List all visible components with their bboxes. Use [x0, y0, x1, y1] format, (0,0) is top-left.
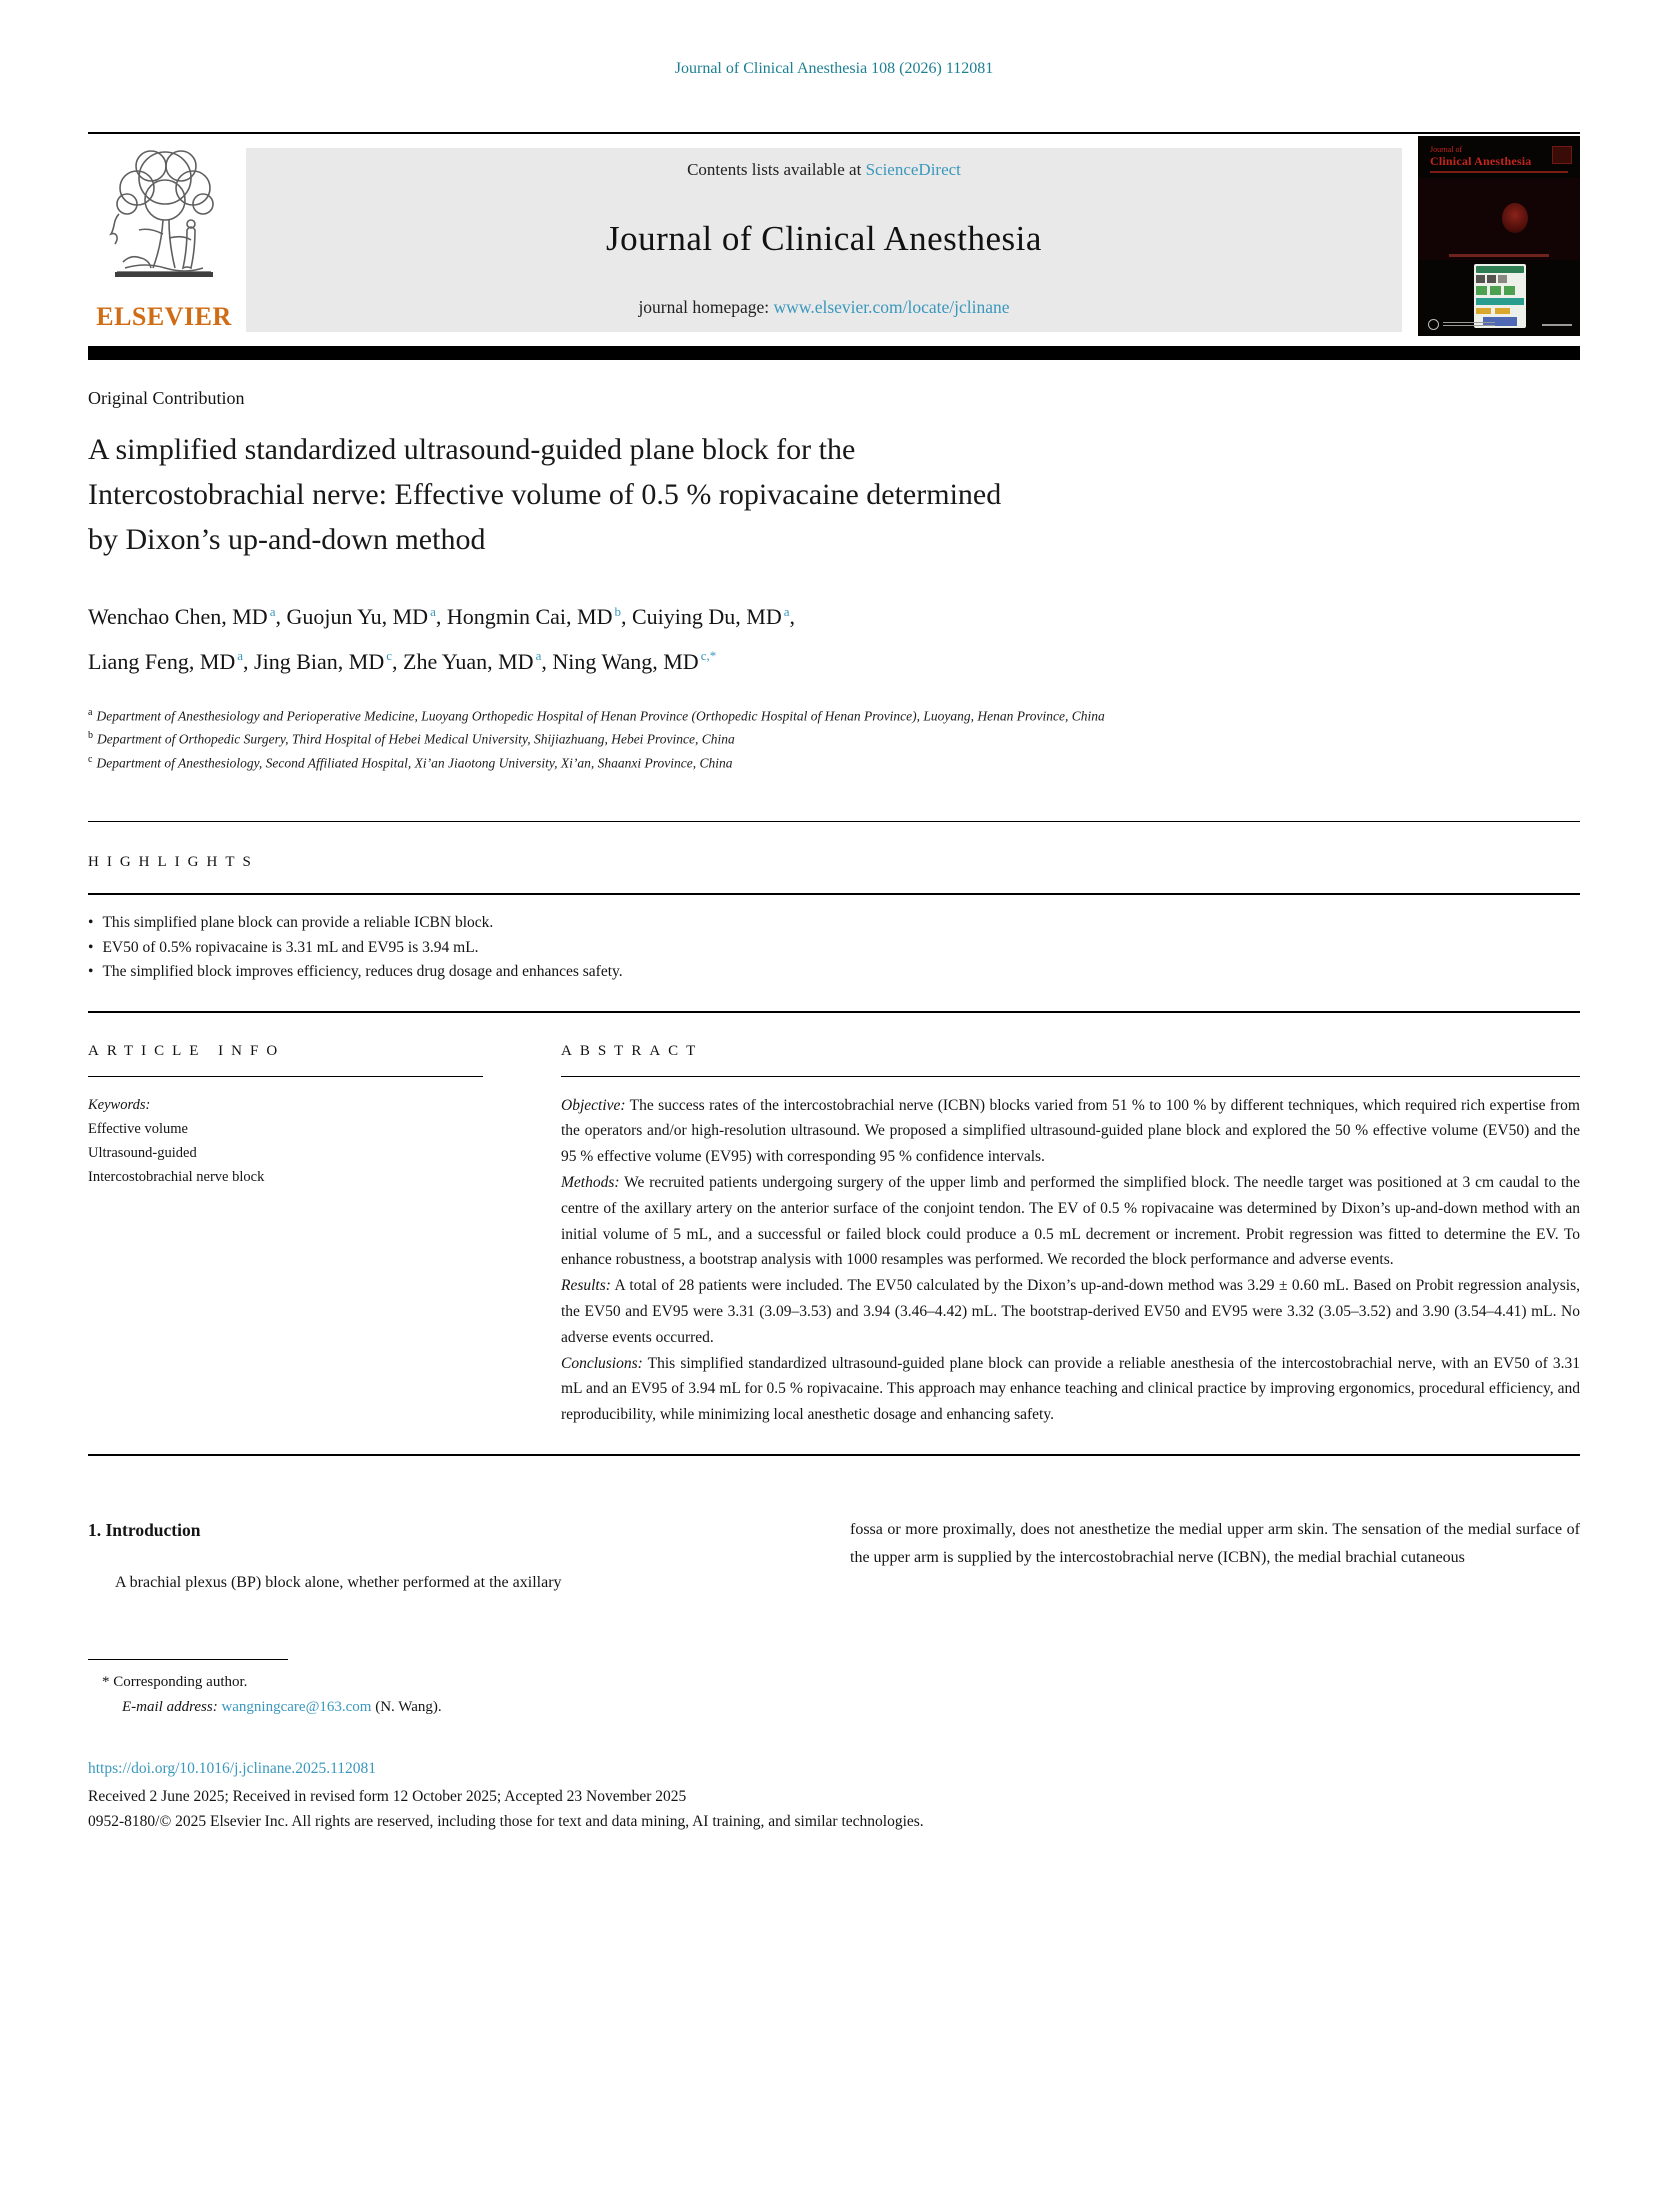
article-title-line2: Intercostobrachial nerve: Effective volume of 0.5 % ropivacaine determined — [88, 478, 1002, 511]
cover-infographic-header — [1476, 266, 1524, 273]
introduction-paragraph-right: fossa or more proximally, does not anesthetize the medial upper arm skin. The sensation of the medial surface of the upper arm is supplied by the intercostobrachial nerve (ICBN), the medial brachial cutaneous — [850, 1521, 1580, 1567]
author: Zhe Yuan, MD $^a$, — [403, 648, 553, 674]
author-list — [88, 592, 1580, 681]
author: Liang Feng, MD $^a$, — [88, 648, 255, 674]
homepage-link[interactable]: www.elsevier.com/locate/jclinane — [773, 297, 1010, 317]
article-info-column — [88, 1043, 483, 1428]
abstract-rule — [561, 1076, 1580, 1077]
masthead — [88, 134, 1580, 346]
highlight-item: • This simplified plane block can provide a reliable ICBN block. — [88, 911, 1580, 936]
highlight-item: • The simplified block improves efficiency, reduces drug dosage and enhances safety. — [88, 960, 1580, 985]
cover-caption-bar — [1449, 254, 1549, 257]
body-columns — [88, 1518, 1580, 1597]
doi-link[interactable]: https://doi.org/10.1016/j.jclinane.2025.112081 — [88, 1760, 377, 1778]
author: Jing Bian, MD $^c$, — [254, 648, 404, 674]
abstract-bottom-rule — [88, 1454, 1580, 1456]
email-link[interactable]: wangningcare@163.com — [221, 1699, 372, 1716]
elsevier-wordmark: ELSEVIER — [96, 302, 232, 331]
affiliations — [88, 703, 1580, 774]
cover-footer — [1428, 319, 1572, 330]
author-affiliation-sup: a — [237, 648, 244, 664]
article-title-line3: by Dixon’s up-and-down method — [88, 523, 486, 556]
elsevier-logo — [88, 134, 240, 346]
info-abstract-section — [88, 1043, 1580, 1428]
author: Ning Wang, MD $^{c,*}$ — [552, 648, 717, 674]
keyword: Ultrasound-guided — [88, 1144, 197, 1161]
page-citation: Journal of Clinical Anesthesia 108 (2026) 112081 — [674, 60, 994, 77]
affiliation: $^b$ Department of Orthopedic Surgery, Third Hospital of Hebei Medical University, Shijiazhuang, Hebei Province, China — [88, 730, 735, 747]
homepage-prefix: journal homepage: — [638, 297, 774, 317]
journal-cover-thumbnail — [1418, 136, 1580, 336]
author-affiliation-sup: b — [614, 604, 621, 619]
author: Hongmin Cai, MD $^b$, — [446, 604, 632, 630]
cover-photo — [1418, 178, 1580, 260]
cover-footer-text-lines — [1443, 322, 1495, 327]
keyword: Effective volume — [88, 1120, 188, 1137]
contents-line — [256, 160, 1392, 180]
email-line — [88, 1695, 1580, 1720]
highlight-item: • EV50 of 0.5% ropivacaine is 3.31 mL and EV95 is 3.94 mL. — [88, 936, 1580, 961]
cover-title-line2: Clinical Anesthesia — [1430, 154, 1532, 168]
author-affiliation-sup: c,* — [700, 648, 717, 664]
journal-banner — [246, 148, 1402, 332]
copyright-line: 0952-8180/© 2025 Elsevier Inc. All rights are reserved, including those for text and data mining, AI training, and similar technologies. — [88, 1813, 924, 1831]
keyword: Intercostobrachial nerve block — [88, 1168, 265, 1185]
sciencedirect-link[interactable]: ScienceDirect — [865, 160, 961, 179]
contents-prefix: Contents lists available at — [687, 160, 866, 179]
keywords-block — [88, 1093, 483, 1189]
author-affiliation-sup: a — [430, 604, 436, 619]
abstract-objective: Objective: The success rates of the intercostobrachial nerve (ICBN) blocks varied from 51 % to 100 % by different techniques, which required rich expertise from the operators and/or high-resolution ultrasound. We proposed a simplified ultrasound-guided plane block and explored the 50 % effective volume (EV50) and the 95 % effective volume (EV95) with corresponding 95 % confidence intervals. — [561, 1096, 1580, 1166]
cover-title-line1: Journal of — [1430, 145, 1463, 154]
introduction-heading: 1. Introduction — [88, 1520, 201, 1541]
author-affiliation-sup: a — [535, 648, 542, 664]
body-left-column — [88, 1518, 818, 1597]
abstract-column — [561, 1043, 1580, 1428]
affiliation: $^a$ Department of Anesthesiology and Perioperative Medicine, Luoyang Orthopedic Hospital of Henan Province (Orthopedic Hospital of Henan Province), Luoyang, Henan Province, China — [88, 706, 1105, 724]
abstract-methods: Methods: We recruited patients undergoing surgery of the upper limb and performed the simplified block. The needle target was positioned at 3 cm caudal to the centre of the axillary artery on the anterior surface of the conjoint tendon. The EV of 0.5 % ropivacaine was determined by Dixon’s up-and-down method with an initial volume of 5 mL, and a successful or failed block could produce a 0.5 mL decrement or increment. Probit regression was fitted to determine the EV. To enhance robustness, a bootstrap analysis with 1000 resamples was performed. We recorded the block performance and adverse events. — [561, 1174, 1580, 1269]
abstract-heading: ABSTRACT — [561, 1042, 704, 1059]
author-affiliation-sup: a — [783, 604, 790, 619]
highlights-heading: HIGHLIGHTS — [88, 854, 259, 871]
affiliation: $^c$ Department of Anesthesiology, Second Affiliated Hospital, Xi’an Jiaotong University, Xi’an, Shaanxi Province, China — [88, 753, 733, 771]
highlights-bottom-rule — [88, 1011, 1580, 1013]
author-affiliation-sup: c — [386, 648, 393, 664]
highlights-heading-rule — [88, 893, 1580, 895]
journal-title: Journal of Clinical Anesthesia — [606, 218, 1042, 258]
corresponding-author-footnote — [88, 1659, 1580, 1720]
introduction-paragraph-left: A brachial plexus (BP) block alone, whether performed at the axillary — [115, 1574, 562, 1592]
abstract-conclusions: Conclusions: This simplified standardized ultrasound-guided plane block can provide a reliable anesthesia of the intercostobrachial nerve, with an EV50 of 3.31 mL and an EV95 of 3.94 mL for 0.5 % ropivacaine. This approach may enhance teaching and clinical practice by improving ergonomics, procedural efficiency, and reproducibility, while minimizing local anesthetic dosage and enhancing safety. — [561, 1354, 1580, 1424]
footnote-marker: * — [102, 1674, 110, 1691]
cover-infographic-yellow-boxes — [1476, 308, 1524, 314]
footnote-rule — [88, 1659, 288, 1660]
cover-issue-badge — [1552, 146, 1572, 164]
corresponding-author-line — [88, 1670, 1580, 1695]
keywords-label: Keywords: — [88, 1096, 151, 1113]
article-info-rule — [88, 1076, 483, 1077]
cover-footer-right-text — [1542, 324, 1572, 326]
author: Wenchao Chen, MD $^a$, — [88, 604, 287, 630]
author: Guojun Yu, MD $^a$, — [286, 604, 447, 630]
article-type-label: Original Contribution — [88, 388, 245, 408]
author: Cuiying Du, MD $^a$, — [631, 604, 795, 630]
cover-publisher-logo — [1428, 319, 1439, 330]
author-affiliation-sup: a — [269, 604, 276, 619]
cover-subtitle-bar — [1430, 171, 1568, 173]
email-suffix: (N. Wang). — [371, 1699, 442, 1716]
elsevier-tree-icon — [103, 144, 225, 302]
article-info-heading: ARTICLE INFO — [88, 1042, 286, 1059]
body-right-column — [850, 1518, 1580, 1597]
article-title-line1: A simplified standardized ultrasound-guided plane block for the — [88, 433, 856, 466]
highlights-top-rule — [88, 821, 1580, 822]
doi-line — [88, 1760, 1580, 1778]
cover-infographic-green-boxes — [1476, 286, 1524, 295]
cover-infographic-icons — [1476, 275, 1524, 283]
corresponding-author-text: Corresponding author. — [113, 1674, 248, 1691]
email-label: E-mail address: — [122, 1699, 218, 1716]
cover-infographic-teal-bar — [1476, 298, 1524, 305]
homepage-line — [256, 297, 1392, 318]
highlights-list — [88, 911, 1580, 985]
received-dates: Received 2 June 2025; Received in revised form 12 October 2025; Accepted 23 November 2025 — [88, 1788, 687, 1806]
article-title — [88, 427, 1580, 562]
masthead-black-bar — [88, 346, 1580, 360]
abstract-results: Results: A total of 28 patients were included. The EV50 calculated by the Dixon’s up-and-down method was 3.29 ± 0.60 mL. Based on Probit regression analysis, the EV50 and EV95 were 3.31 (3.09–3.53) and 3.94 (3.46–4.42) mL. The bootstrap-derived EV50 and EV95 were 3.32 (3.05–3.52) and 3.90 (3.54–4.41) mL. No adverse events occurred. — [561, 1277, 1580, 1346]
